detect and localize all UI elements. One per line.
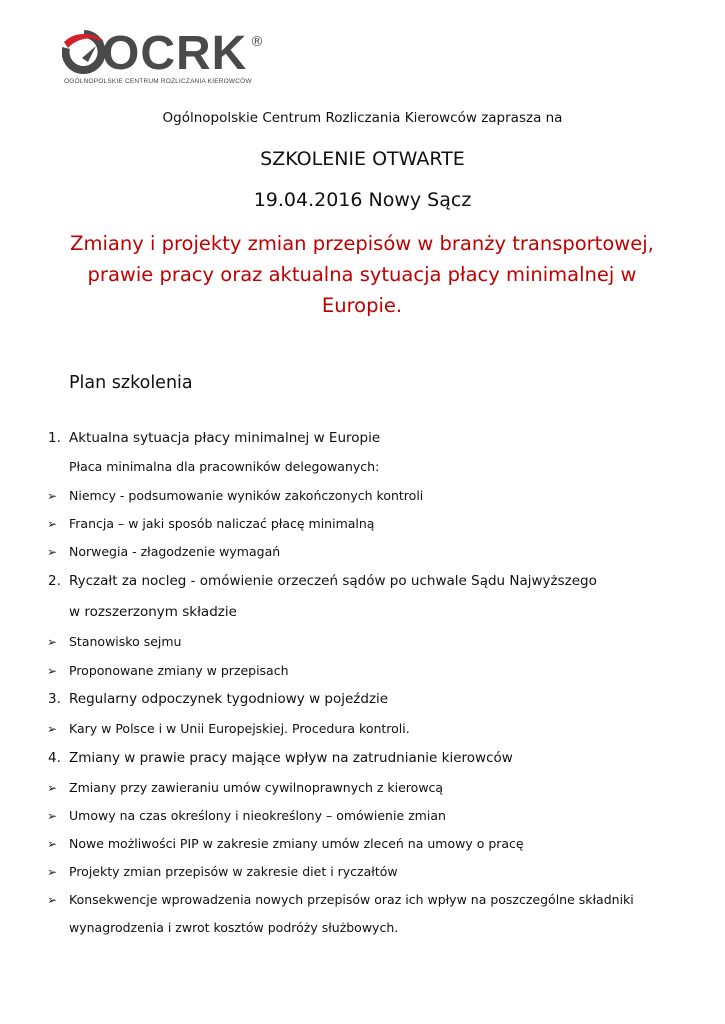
section-number: 1. xyxy=(48,430,61,446)
registered-mark: ® xyxy=(250,34,264,50)
section-title: Regularny odpoczynek tygodniowy w pojeździe xyxy=(69,691,389,707)
section-note: Płaca minimalna dla pracowników delegowanych: xyxy=(69,459,380,474)
logo-wordmark: OCRK xyxy=(102,27,248,80)
plan-title: Plan szkolenia xyxy=(69,373,193,393)
arrow-bullet-icon: ➢ xyxy=(47,664,58,678)
arrow-bullet-icon: ➢ xyxy=(47,865,58,879)
event-title: SZKOLENIE OTWARTE xyxy=(260,148,465,170)
logo-mark-icon xyxy=(62,28,106,76)
list-item-text: Umowy na czas określony i nieokreślony – omówienie zmian xyxy=(69,808,446,823)
section-title: Zmiany w prawie pracy mające wpływ na zatrudnianie kierowców xyxy=(69,750,513,766)
arrow-bullet-icon: ➢ xyxy=(47,722,58,736)
list-item-text: Niemcy - podsumowanie wyników zakończonych kontroli xyxy=(69,488,424,503)
arrow-bullet-icon: ➢ xyxy=(47,517,58,531)
list-item-text: Proponowane zmiany w przepisach xyxy=(69,663,289,678)
arrow-bullet-icon: ➢ xyxy=(47,781,58,795)
section-title: Aktualna sytuacja płacy minimalnej w Europie xyxy=(69,430,381,446)
section-number: 4. xyxy=(48,750,61,766)
list-item-text: Projekty zmian przepisów w zakresie diet i ryczałtów xyxy=(69,864,398,879)
list-item-text: Kary w Polsce i w Unii Europejskiej. Procedura kontroli. xyxy=(69,721,410,736)
list-item-text: Nowe możliwości PIP w zakresie zmiany umów zleceń na umowy o pracę xyxy=(69,836,524,851)
list-item-text: Konsekwencje wprowadzenia nowych przepisów oraz ich wpływ na poszczególne składniki xyxy=(69,892,634,907)
section-title-continued: w rozszerzonym składzie xyxy=(69,604,237,620)
arrow-bullet-icon: ➢ xyxy=(47,489,58,503)
section-number: 3. xyxy=(48,691,61,707)
section-number: 2. xyxy=(48,573,61,589)
ocrk-logo xyxy=(62,28,272,90)
arrow-bullet-icon: ➢ xyxy=(47,635,58,649)
list-item-text: Zmiany przy zawieraniu umów cywilnoprawnych z kierowcą xyxy=(69,780,444,795)
section-title: Ryczałt za nocleg - omówienie orzeczeń sądów po uchwale Sądu Najwyższego xyxy=(69,573,597,589)
arrow-bullet-icon: ➢ xyxy=(47,893,58,907)
training-headline: Zmiany i projekty zmian przepisów w branży transportowej, prawie pracy oraz aktualna sytuacja płacy minimalnej w Europie. xyxy=(70,232,654,317)
list-item-text: wynagrodzenia i zwrot kosztów podróży służbowych. xyxy=(69,920,399,935)
list-item-text: Stanowisko sejmu xyxy=(69,634,182,649)
list-item-text: Norwegia - złagodzenie wymagań xyxy=(69,544,281,559)
logo-tagline: OGÓLNOPOLSKIE CENTRUM ROZLICZANIA KIEROWCÓW xyxy=(64,78,252,85)
invite-line: Ogólnopolskie Centrum Rozliczania Kierowców zaprasza na xyxy=(162,110,563,126)
event-date: 19.04.2016 Nowy Sącz xyxy=(253,189,472,211)
arrow-bullet-icon: ➢ xyxy=(47,809,58,823)
list-item-text: Francja – w jaki sposób naliczać płacę minimalną xyxy=(69,516,375,531)
arrow-bullet-icon: ➢ xyxy=(47,837,58,851)
arrow-bullet-icon: ➢ xyxy=(47,545,58,559)
